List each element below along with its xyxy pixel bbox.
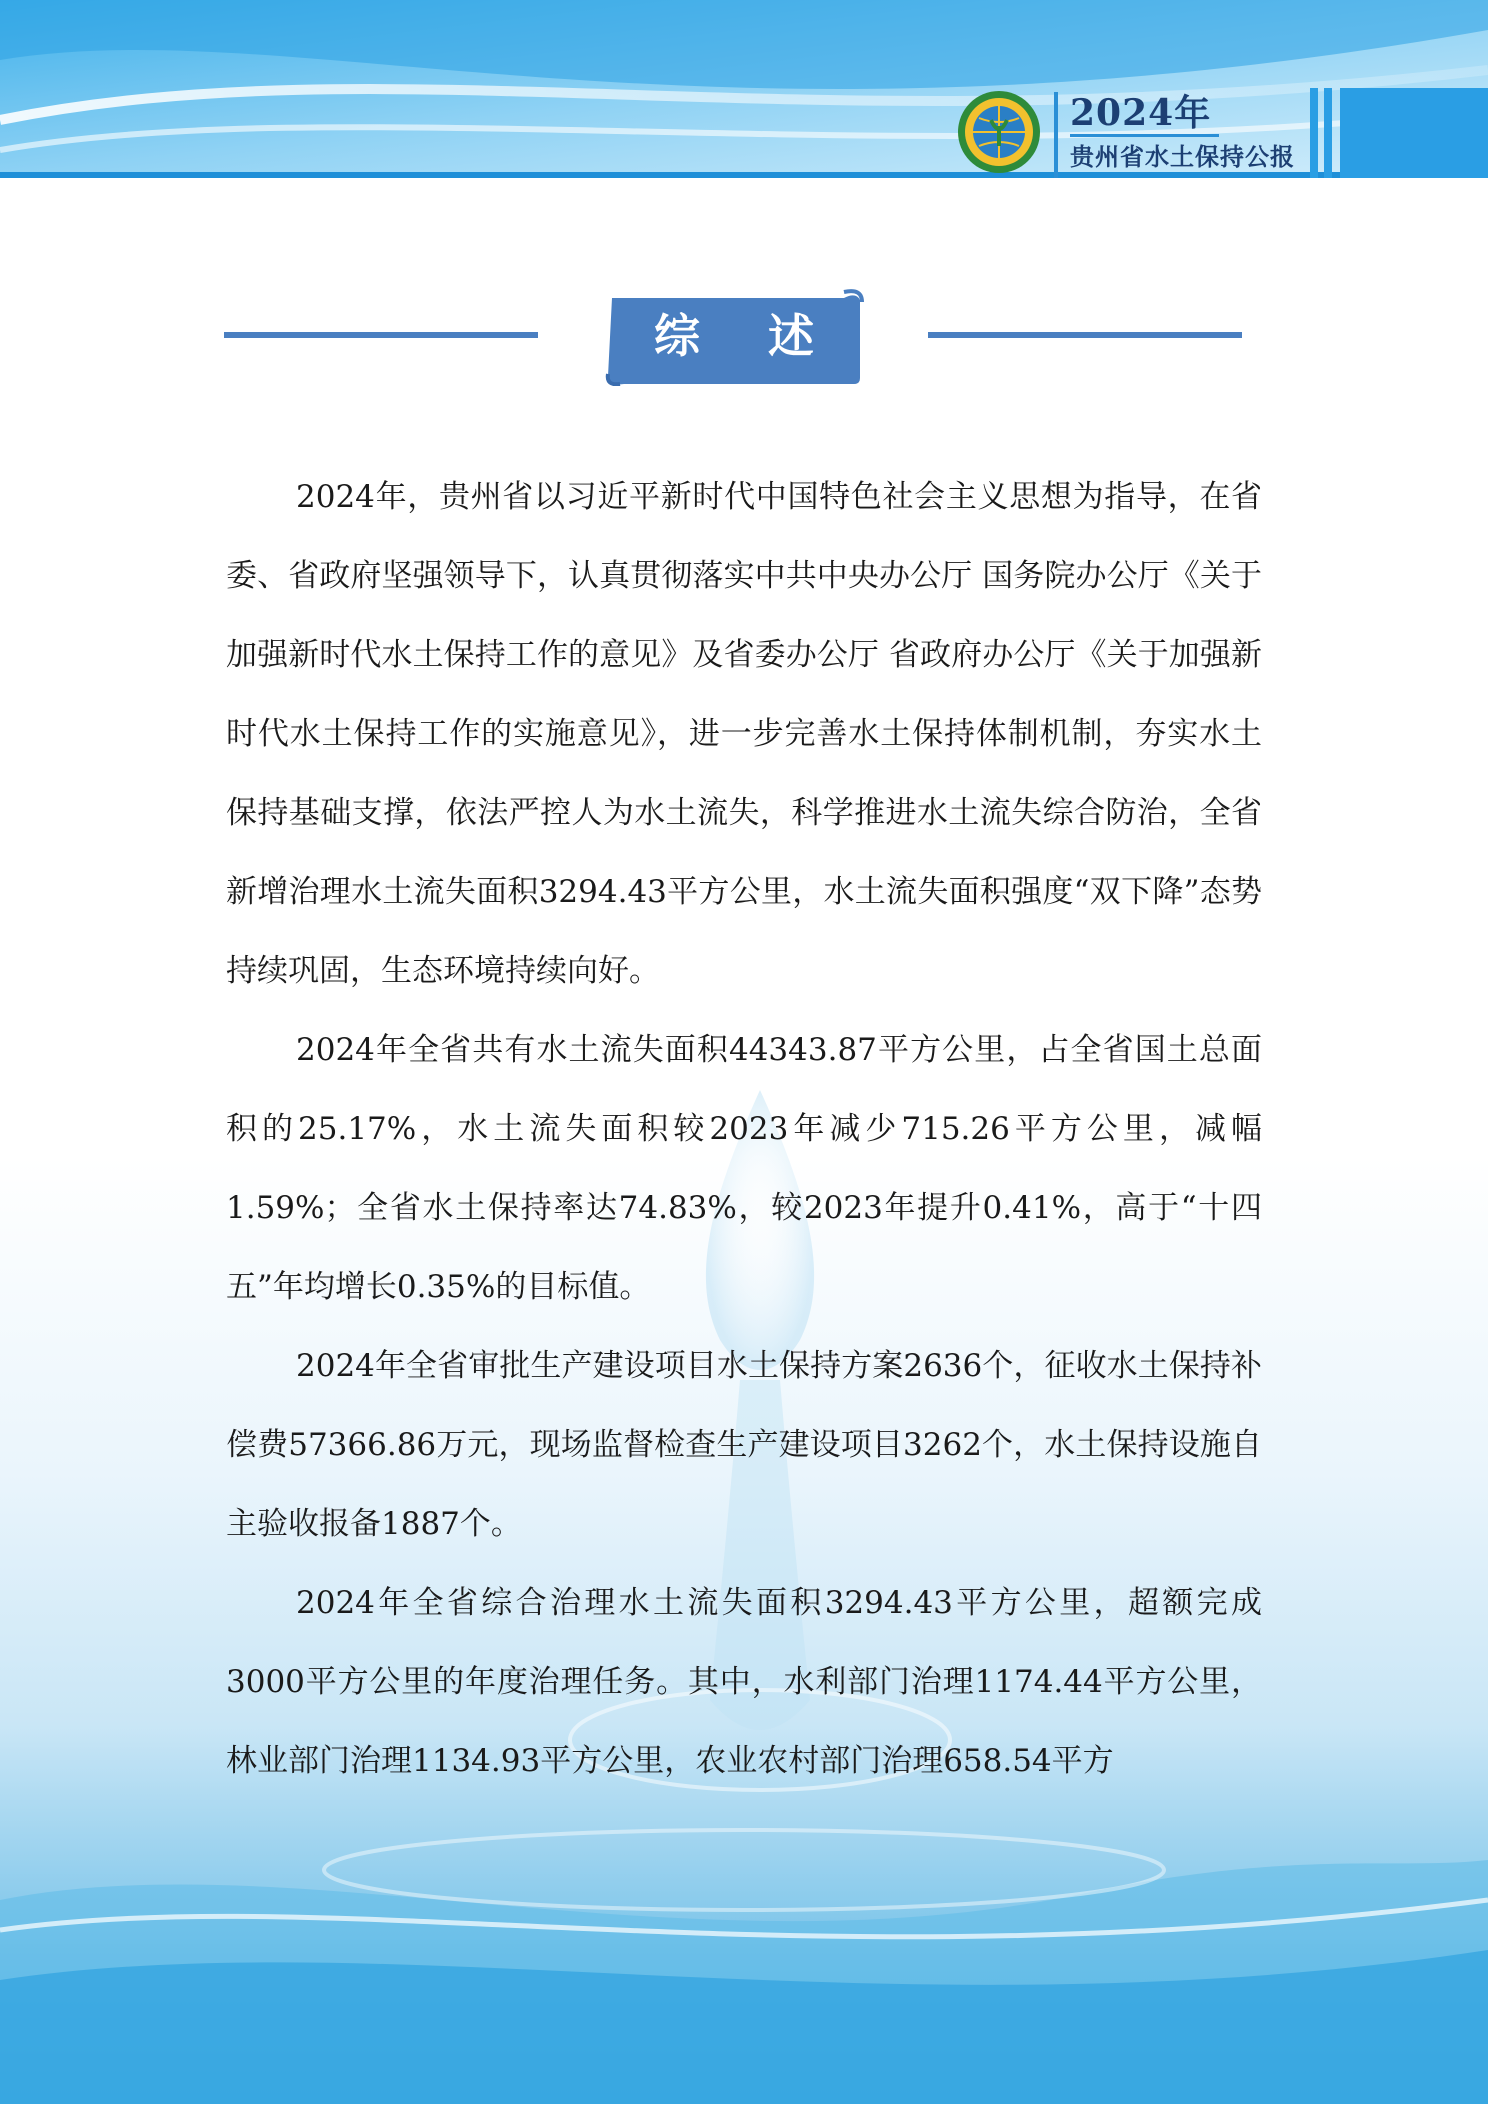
paragraph-project-supervision: 2024年全省审批生产建设项目水土保持方案2636个，征收水土保持补偿费57366.86万元，现场监督检查生产建设项目3262个，水土保持设施自主验收报备1887个。 [226, 1348, 1262, 1542]
header-bar [1310, 88, 1318, 178]
title-line-right [928, 332, 1242, 338]
paragraph-comprehensive-treatment: 2024年全省综合治理水土流失面积3294.43平方公里，超额完成3000平方公里的年度治理任务。其中，水利部门治理1174.44平方公里，林业部门治理1134.93平方公里，农业农村部门治理658.54平方 [226, 1585, 1262, 1779]
section-title-banner [604, 288, 864, 386]
header-year: 2024年 [1070, 92, 1219, 137]
bottom-water-background [0, 1780, 1488, 2104]
header-bar [1324, 88, 1332, 178]
paragraph-erosion-area: 2024年全省共有水土流失面积44343.87平方公里，占全省国土总面积的25.17%，水土流失面积较2023年减少715.26平方公里，减幅1.59%；全省水土保持率达74.83%，较2023年提升0.41%，高于“十四五”年均增长0.35%的目标值。 [226, 1032, 1262, 1305]
report-body [226, 458, 1262, 1801]
soil-water-conservation-emblem-icon [957, 90, 1041, 174]
paragraph-overview: 2024年，贵州省以习近平新时代中国特色社会主义思想为指导，在省委、省政府坚强领导下，认真贯彻落实中共中央办公厅 国务院办公厅《关于加强新时代水土保持工作的意见》及省委办公厅 省政府办公厅《关于加强新时代水土保持工作的实施意见》，进一步完善水土保持体制机制，夯实水土保持基础支撑，依法严控人为水土流失，科学推进水土流失综合防治，全省新增治理水土流失面积3294.43平方公里，水土流失面积强度“双下降”态势持续巩固，生态环境持续向好。 [226, 479, 1262, 989]
header-decorative-bars [1310, 88, 1488, 178]
header-subtitle: 贵州省水土保持公报 [1070, 142, 1295, 171]
header-title-block [1054, 92, 1314, 178]
section-title: 综 述 [653, 309, 840, 363]
title-line-left [224, 332, 538, 338]
header-bar [1340, 88, 1488, 178]
